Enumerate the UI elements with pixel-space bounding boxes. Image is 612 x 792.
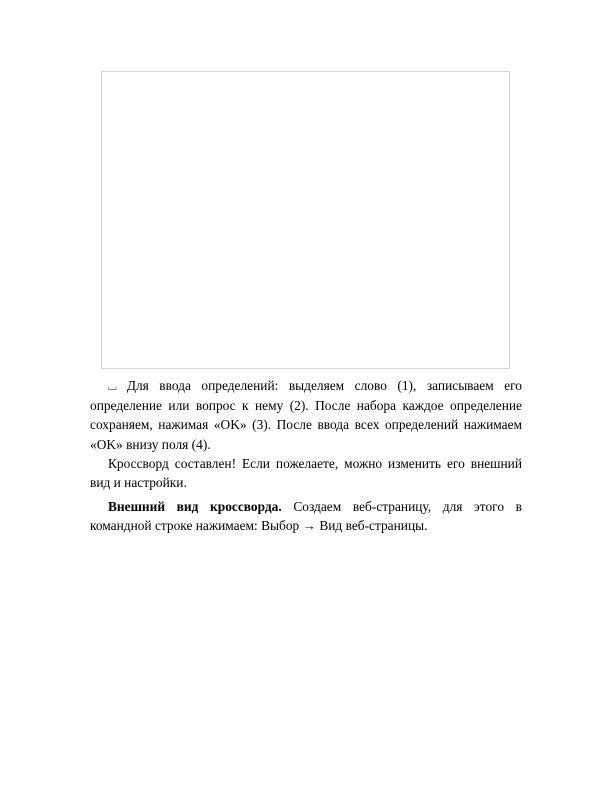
paragraph-definitions	[90, 376, 522, 454]
figure-placeholder	[101, 71, 510, 369]
paragraph-appearance-heading: Внешний вид кроссворда.	[108, 499, 282, 515]
paragraph-crossword-done	[90, 454, 522, 492]
paragraph-crossword-done-text: Кроссворд составлен! Если пожелаете, можно изменить его внешний вид и настройки.	[90, 455, 522, 491]
paragraph-appearance-text: Создаем веб-страницу, для этого в командной строке нажимаем: Выбор → Вид веб-страницы.	[90, 499, 522, 534]
paragraph-definitions-text: Для ввода определений: выделяем слово (1), записываем его определение или вопрос к нему (2). После набора каждое определение сохраняем, нажимая «OK» (3). После ввода всех определений нажимаем «OK» внизу поля (4).	[90, 378, 522, 452]
bullet-icon: ⌴	[108, 380, 117, 393]
paragraph-appearance	[90, 497, 522, 535]
document-body	[90, 376, 522, 536]
